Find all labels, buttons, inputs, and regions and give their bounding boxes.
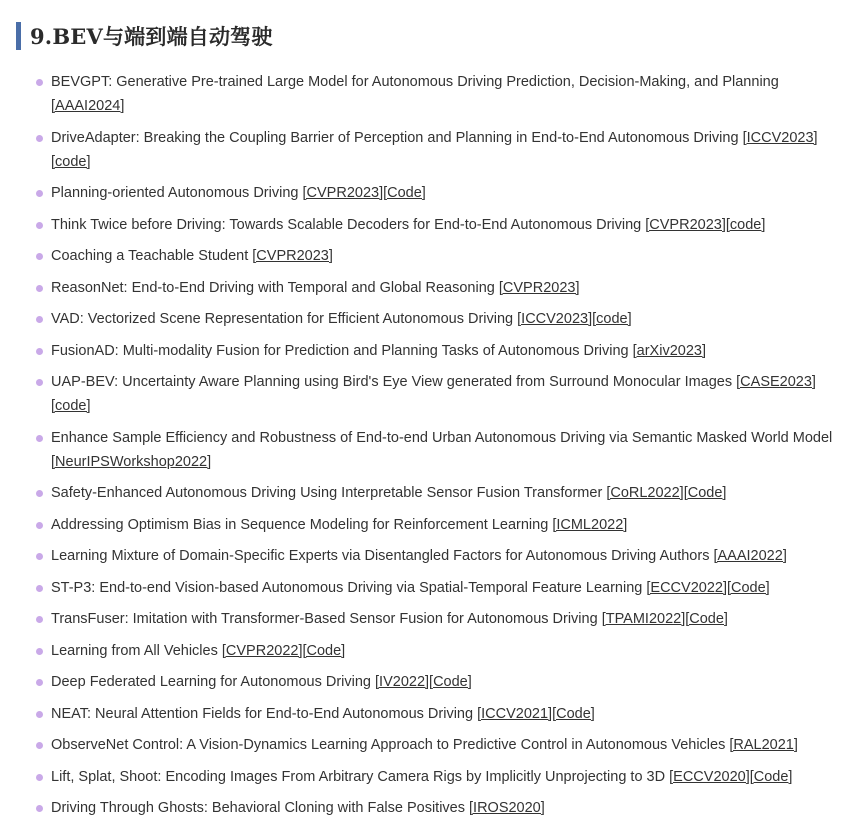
paper-title: DriveAdapter: Breaking the Coupling Barrier of Perception and Planning in End-to-End Autonomous Driving <box>51 129 739 146</box>
paper-link[interactable]: [IROS2020] <box>469 800 545 816</box>
paper-link[interactable]: [RAL2021] <box>729 737 798 753</box>
list-item <box>0 126 866 174</box>
paper-title: FusionAD: Multi-modality Fusion for Prediction and Planning Tasks of Autonomous Driving <box>51 342 629 359</box>
paper-link[interactable]: [CoRL2022] <box>606 485 684 501</box>
paper-link[interactable]: [ECCV2022] <box>646 579 727 596</box>
paper-title: Deep Federated Learning for Autonomous Driving <box>51 674 371 690</box>
paper-link[interactable]: [ECCV2020] <box>669 768 750 785</box>
bullet-icon <box>36 253 43 260</box>
bullet-icon <box>36 585 43 592</box>
list-item <box>0 765 866 789</box>
paper-link[interactable]: [CVPR2023] <box>645 216 726 233</box>
list-item <box>0 244 866 268</box>
paper-link[interactable]: [Code] <box>726 579 770 596</box>
bullet-icon <box>36 490 43 497</box>
bullet-icon <box>36 805 43 812</box>
list-item <box>0 513 866 537</box>
list-item <box>0 70 866 118</box>
paper-link[interactable]: [AAAI2024] <box>51 98 125 114</box>
paper-link[interactable]: [AAAI2022] <box>713 548 787 564</box>
paper-link[interactable]: [Code] <box>429 674 472 690</box>
bullet-icon <box>36 379 43 386</box>
paper-link[interactable]: [TPAMI2022] <box>601 611 686 627</box>
bullet-icon <box>36 616 43 623</box>
paper-link[interactable]: [ICML2022] <box>552 516 628 533</box>
bullet-icon <box>36 285 43 292</box>
paper-link[interactable]: [CVPR2023] <box>302 185 384 201</box>
paper-title: VAD: Vectorized Scene Representation for Efficient Autonomous Driving <box>51 311 514 327</box>
list-item <box>0 307 866 331</box>
bullet-icon <box>36 711 43 718</box>
paper-link[interactable]: [Code] <box>685 611 728 627</box>
list-item <box>0 733 866 757</box>
bullet-icon <box>36 348 43 355</box>
paper-title: ObserveNet Control: A Vision-Dynamics Learning Approach to Predictive Control in Autonomous Vehicles <box>51 737 726 753</box>
list-item <box>0 370 866 418</box>
paper-title: NEAT: Neural Attention Fields for End-to-End Autonomous Driving <box>51 705 474 722</box>
paper-title: Safety-Enhanced Autonomous Driving Using Interpretable Sensor Fusion Transformer <box>51 485 603 501</box>
list-item <box>0 339 866 363</box>
list-item <box>0 426 866 474</box>
paper-link[interactable]: [NeurIPSWorkshop2022] <box>51 453 212 470</box>
paper-title: Learning Mixture of Domain-Specific Experts via Disentangled Factors for Autonomous Driving Authors <box>51 548 710 564</box>
paper-link[interactable]: [code] <box>725 216 766 233</box>
paper-title: Lift, Splat, Shoot: Encoding Images From Arbitrary Camera Rigs by Implicitly Unprojecting to 3D <box>51 768 666 785</box>
paper-title: Addressing Optimism Bias in Sequence Modeling for Reinforcement Learning <box>51 516 549 533</box>
paper-link[interactable]: [code] <box>51 398 91 414</box>
paper-title: UAP-BEV: Uncertainty Aware Planning using Bird's Eye View generated from Surround Monocular Images <box>51 374 733 390</box>
paper-link[interactable]: [Code] <box>383 185 426 201</box>
list-item <box>0 670 866 694</box>
bullet-icon <box>36 774 43 781</box>
paper-title: BEVGPT: Generative Pre-trained Large Model for Autonomous Driving Prediction, Decision-Making, and Planning <box>51 74 779 90</box>
paper-title: Enhance Sample Efficiency and Robustness of End-to-end Urban Autonomous Driving via Semantic Masked World Model <box>51 429 833 446</box>
paper-title: Learning from All Vehicles <box>51 642 218 659</box>
paper-title: TransFuser: Imitation with Transformer-Based Sensor Fusion for Autonomous Driving <box>51 611 598 627</box>
bullet-icon <box>36 742 43 749</box>
paper-link[interactable]: [Code] <box>683 485 727 501</box>
bullet-icon <box>36 553 43 560</box>
section-title: 9.BEV与端到端自动驾驶 <box>30 24 273 49</box>
paper-link[interactable]: [Code] <box>302 642 346 659</box>
paper-title: ST-P3: End-to-end Vision-based Autonomous Driving via Spatial-Temporal Feature Learning <box>51 579 643 596</box>
bullet-icon <box>36 190 43 197</box>
list-item <box>0 544 866 568</box>
bullet-icon <box>36 222 43 229</box>
paper-link[interactable]: [ICCV2023] <box>517 311 593 327</box>
list-item <box>0 276 866 300</box>
bullet-icon <box>36 135 43 142</box>
section-heading <box>16 22 273 50</box>
paper-list <box>0 70 866 828</box>
list-item <box>0 181 866 205</box>
paper-link[interactable]: [Code] <box>749 768 793 785</box>
paper-link[interactable]: [CVPR2023] <box>252 248 333 264</box>
paper-link[interactable]: [code] <box>592 311 632 327</box>
list-item <box>0 576 866 600</box>
paper-title: Driving Through Ghosts: Behavioral Cloning with False Positives <box>51 800 465 816</box>
bullet-icon <box>36 435 43 442</box>
list-item <box>0 213 866 237</box>
list-item <box>0 607 866 631</box>
bullet-icon <box>36 522 43 529</box>
paper-link[interactable]: [IV2022] <box>375 674 430 690</box>
paper-title: Think Twice before Driving: Towards Scalable Decoders for End-to-End Autonomous Driving <box>51 216 642 233</box>
paper-title: ReasonNet: End-to-End Driving with Temporal and Global Reasoning <box>51 279 495 296</box>
bullet-icon <box>36 316 43 323</box>
paper-link[interactable]: [Code] <box>552 705 595 722</box>
list-item <box>0 639 866 663</box>
list-item <box>0 481 866 505</box>
paper-link[interactable]: [CVPR2022] <box>221 642 303 659</box>
bullet-icon <box>36 679 43 686</box>
bullet-icon <box>36 648 43 655</box>
paper-link[interactable]: [ICCV2021] <box>477 705 553 722</box>
paper-link[interactable]: [arXiv2023] <box>632 342 706 359</box>
paper-link[interactable]: [ICCV2023] <box>742 129 818 146</box>
list-item <box>0 796 866 820</box>
list-item <box>0 702 866 726</box>
paper-link[interactable]: [CVPR2023] <box>498 279 580 296</box>
paper-link[interactable]: [CASE2023] <box>736 374 816 390</box>
bullet-icon <box>36 79 43 86</box>
paper-link[interactable]: [code] <box>51 153 91 170</box>
paper-title: Planning-oriented Autonomous Driving <box>51 185 299 201</box>
paper-title: Coaching a Teachable Student <box>51 248 249 264</box>
